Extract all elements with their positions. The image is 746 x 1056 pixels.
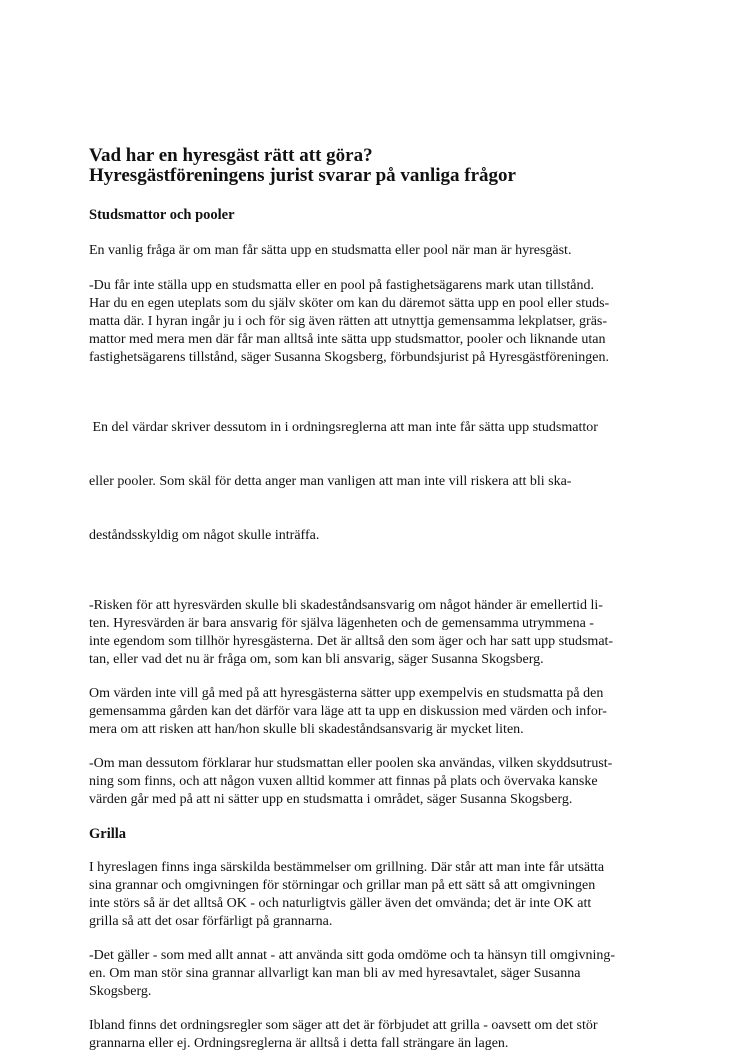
paragraph: [89, 947, 669, 1001]
paragraph: [89, 685, 669, 739]
text-line: En del värdar skriver dessutom in i ordningsreglerna att man inte får sätta upp studsmattor: [89, 420, 598, 435]
text-line: I hyreslagen finns inga särskilda bestämmelser om grillning. Där står att man inte får utsätta: [89, 860, 605, 875]
text-line: tan, eller vad det nu är fråga om, som kan bli ansvarig, säger Susanna Skogsberg.: [89, 652, 544, 667]
section-heading-studsmattor: Studsmattor och pooler: [89, 207, 235, 223]
paragraph: [89, 859, 669, 931]
text-line: -Om man dessutom förklarar hur studsmattan eller poolen ska användas, vilken skyddsutrust-: [89, 756, 613, 771]
text-line: mattor med mera men där får man alltså inte sätta upp studsmattor, pooler och liknande utan: [89, 332, 606, 347]
text-line: Skogsberg.: [89, 984, 152, 999]
text-line: sina grannar och omgivningen för störningar och grillar man på ett sätt så att omgivningen: [89, 878, 596, 893]
text-line: Ibland finns det ordningsregler som säger att det är förbjudet att grilla - oavsett om det stör: [89, 1018, 598, 1033]
paragraph: [89, 383, 669, 581]
text-line: ten. Hyresvärden är bara ansvarig för själva lägenheten och de gemensamma utrymmena -: [89, 616, 594, 631]
text-line: gemensamma gården kan det därför vara läge att ta upp en diskussion med värden och infor-: [89, 704, 607, 719]
text-line: matta där. I hyran ingår ju i och för sig även rätten att utnyttja gemensamma lekplatser, gräs-: [89, 314, 608, 329]
title-line: Vad har en hyresgäst rätt att göra?: [89, 145, 373, 166]
section-heading-grilla: Grilla: [89, 826, 127, 842]
subtitle-line: Hyresgästföreningens jurist svarar på vanliga frågor: [89, 165, 516, 186]
text-line: -Det gäller - som med allt annat - att använda sitt goda omdöme och ta hänsyn till omgivning-: [89, 948, 616, 963]
text-line: mera om att risken att han/hon skulle bli skadeståndsansvarig är mycket liten.: [89, 722, 524, 737]
text-line: deståndsskyldig om något skulle inträffa.: [89, 528, 320, 543]
text-line: En vanlig fråga är om man får sätta upp en studsmatta eller pool när man är hyresgäst.: [89, 243, 572, 258]
paragraph: [89, 242, 669, 260]
document-page: [89, 146, 669, 1053]
text-line: ning som finns, och att någon vuxen alltid kommer att finnas på plats och övervaka kanske: [89, 774, 598, 789]
text-line: Har du en egen uteplats som du själv sköter om kan du däremot sätta upp en pool eller studs-: [89, 296, 610, 311]
text-line: Om värden inte vill gå med på att hyresgästerna sätter upp exempelvis en studsmatta på den: [89, 686, 604, 701]
paragraph: [89, 755, 669, 809]
text-line: inte egendom som tillhör hyresgästerna. Det är alltså den som äger och har satt upp studsmat-: [89, 634, 614, 649]
text-line: inte störs så är det alltså OK - och naturligtvis gäller även det omvända; det är inte OK att: [89, 896, 592, 911]
document-title: [89, 146, 669, 186]
text-line: -Risken för att hyresvärden skulle bli skadeståndsansvarig om något händer är emellertid li-: [89, 598, 603, 613]
paragraph: [89, 597, 669, 669]
text-line: värden går med på att ni sätter upp en studsmatta i området, säger Susanna Skogsberg.: [89, 792, 573, 807]
text-line: -Du får inte ställa upp en studsmatta eller en pool på fastighetsägarens mark utan tillstånd.: [89, 278, 595, 293]
paragraph: [89, 1017, 669, 1053]
paragraph: [89, 277, 669, 367]
text-line: en. Om man stör sina grannar allvarligt kan man bli av med hyresavtalet, säger Susanna: [89, 966, 581, 981]
text-line: fastighetsägarens tillstånd, säger Susanna Skogsberg, förbundsjurist på Hyresgästföreningen.: [89, 350, 609, 365]
text-line: grilla så att det osar förfärligt på grannarna.: [89, 914, 333, 929]
text-line: grannarna eller ej. Ordningsreglerna är alltså i detta fall strängare än lagen.: [89, 1036, 509, 1051]
text-line: eller pooler. Som skäl för detta anger man vanligen att man inte vill riskera att bli ska-: [89, 474, 572, 489]
